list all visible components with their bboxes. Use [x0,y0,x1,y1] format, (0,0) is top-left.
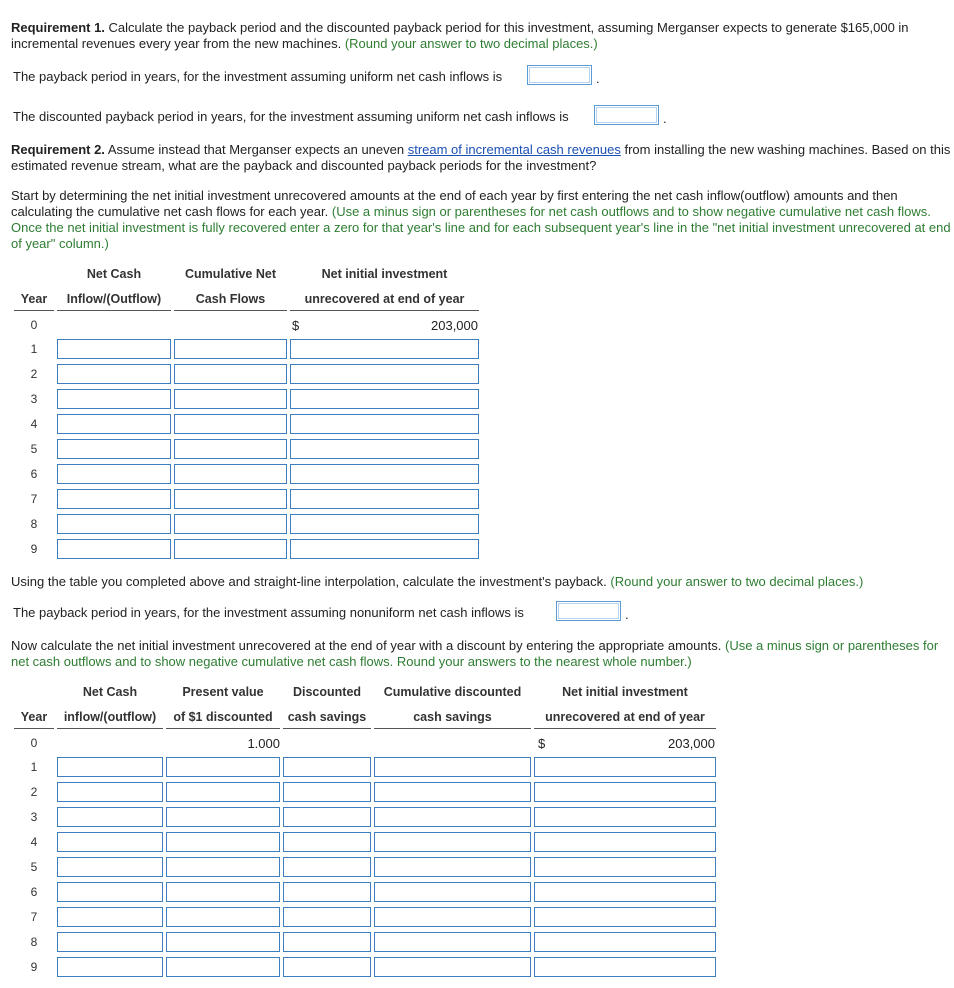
t2-unrecovered-input-year-2[interactable] [534,782,716,802]
t2-year-6: 6 [30,885,38,899]
t2-net-cash-input-year-4[interactable] [57,832,163,852]
t1-unrecovered-input-year-9[interactable] [290,539,479,559]
t1-year-0: 0 [30,318,38,332]
t1-year-2: 2 [30,367,38,381]
interpolation-text: Using the table you completed above and straight-line interpolation, calculate the investment's payback. (Round your answer to two decimal places.) [11,574,864,589]
t1-cumulative-input-year-8[interactable] [174,514,287,534]
t1-unrecovered-input-year-8[interactable] [290,514,479,534]
t2-cumulative-input-year-5[interactable] [374,857,531,877]
t2-net-cash-input-year-2[interactable] [57,782,163,802]
t2-year-3: 3 [30,810,38,824]
t1-cumulative-input-year-3[interactable] [174,389,287,409]
t2-year-9: 9 [30,960,38,974]
t1-header-inflow-outflow: Inflow/(Outflow) [66,292,162,306]
payback-nonuniform-input[interactable] [556,601,621,621]
t2-unrecovered-input-year-4[interactable] [534,832,716,852]
t2-present-value-input-year-2[interactable] [166,782,280,802]
t1-year-1: 1 [30,342,38,356]
t2-header-end-of-year: unrecovered at end of year [545,710,705,724]
t2-unrecovered-input-year-8[interactable] [534,932,716,952]
t1-cumulative-input-year-6[interactable] [174,464,287,484]
t1-net-cash-input-year-1[interactable] [57,339,171,359]
t2-present-value-input-year-7[interactable] [166,907,280,927]
t2-cumulative-input-year-6[interactable] [374,882,531,902]
t1-header-rule [14,310,54,311]
t1-year-7: 7 [30,492,38,506]
t1-unrecovered-input-year-3[interactable] [290,389,479,409]
t1-year-9: 9 [30,542,38,556]
period: . [625,607,629,622]
payback-uniform-question: The payback period in years, for the investment assuming uniform net cash inflows is [13,69,503,84]
t1-net-cash-input-year-4[interactable] [57,414,171,434]
t1-unrecovered-input-year-2[interactable] [290,364,479,384]
t2-year-8: 8 [30,935,38,949]
t2-unrecovered-input-year-1[interactable] [534,757,716,777]
t2-year-0: 0 [30,736,38,750]
t2-unrecovered-input-year-6[interactable] [534,882,716,902]
t2-net-cash-input-year-6[interactable] [57,882,163,902]
t2-cumulative-input-year-3[interactable] [374,807,531,827]
t2-row0-pv: 1.000 [247,736,280,751]
t2-unrecovered-input-year-5[interactable] [534,857,716,877]
t2-cumulative-input-year-4[interactable] [374,832,531,852]
t1-cumulative-input-year-7[interactable] [174,489,287,509]
t1-net-cash-input-year-7[interactable] [57,489,171,509]
t2-net-cash-input-year-9[interactable] [57,957,163,977]
t2-unrecovered-input-year-3[interactable] [534,807,716,827]
t1-header-end-of-year: unrecovered at end of year [304,292,465,306]
t2-header-inflow-outflow: inflow/(outflow) [63,710,157,724]
t1-year-4: 4 [30,417,38,431]
t1-unrecovered-input-year-6[interactable] [290,464,479,484]
t2-header-discounted: Discounted [292,685,362,699]
t2-discounted-savings-input-year-7[interactable] [283,907,371,927]
t2-year-1: 1 [30,760,38,774]
period: . [596,71,600,86]
t2-header-of-1-discounted: of $1 discounted [173,710,273,724]
t1-year-5: 5 [30,442,38,456]
t2-discounted-savings-input-year-1[interactable] [283,757,371,777]
t1-cumulative-input-year-5[interactable] [174,439,287,459]
t1-net-cash-input-year-6[interactable] [57,464,171,484]
t2-discounted-savings-input-year-2[interactable] [283,782,371,802]
t1-unrecovered-input-year-4[interactable] [290,414,479,434]
t2-net-cash-input-year-8[interactable] [57,932,163,952]
t1-header-cash-flows: Cash Flows [195,292,266,306]
requirement-2-instructions: Start by determining the net initial investment unrecovered amounts at the end of each year by first entering the net cash inflow(outflow) amounts and then calculating the cumulative net cash flows for each year. (Use a minus sign or parentheses for net cash outflows and to show negative cumulative net cash flows. Once the net initial investment is fully recovered enter a zero for that year's line and for each subsequent year's line in the "net initial investment unrecovered at end of year" column.) [11,188,951,251]
t1-year-3: 3 [30,392,38,406]
payback-nonuniform-question: The payback period in years, for the investment assuming nonuniform net cash inflows is [13,605,524,620]
t2-header-rule [283,728,371,729]
period: . [663,111,667,126]
t2-cumulative-input-year-2[interactable] [374,782,531,802]
t2-row0-currency: $ [538,736,546,751]
t1-unrecovered-input-year-5[interactable] [290,439,479,459]
t2-header-rule [57,728,163,729]
t1-net-cash-input-year-8[interactable] [57,514,171,534]
t2-year-7: 7 [30,910,38,924]
t2-header-rule [374,728,531,729]
t1-net-cash-input-year-9[interactable] [57,539,171,559]
t2-present-value-input-year-4[interactable] [166,832,280,852]
t2-header-rule [534,728,716,729]
t2-header-present-value: Present value [182,685,264,699]
t1-row0-unrecovered: 203,000 [431,318,478,333]
t1-year-8: 8 [30,517,38,531]
t1-net-cash-input-year-2[interactable] [57,364,171,384]
requirement-2-text: Requirement 2. Assume instead that Merganser expects an uneven stream of incremental cash revenues from installing the new washing machines. Based on this estimated revenue stream, what are the payback and discounted payback periods for the investment? [11,142,951,173]
t2-discounted-savings-input-year-3[interactable] [283,807,371,827]
t1-header-net-cash: Net Cash [86,267,142,281]
t2-discounted-savings-input-year-6[interactable] [283,882,371,902]
t1-cumulative-input-year-9[interactable] [174,539,287,559]
t2-year-2: 2 [30,785,38,799]
discounted-instructions: Now calculate the net initial investment unrecovered at the end of year with a discount by entering the appropriate amounts. (Use a minus sign or parentheses for net cash outflows and to show negative cumulative net cash flows. Round your answers to the nearest whole number.) [11,638,939,669]
t2-year-5: 5 [30,860,38,874]
discounted-payback-uniform-input[interactable] [594,105,659,125]
t2-present-value-input-year-1[interactable] [166,757,280,777]
incremental-cash-revenues-link[interactable]: stream of incremental cash revenues [407,142,621,157]
t2-header-cash-savings: cash savings [287,710,367,724]
t2-present-value-input-year-9[interactable] [166,957,280,977]
t1-cumulative-input-year-4[interactable] [174,414,287,434]
t2-present-value-input-year-6[interactable] [166,882,280,902]
t2-header-net-cash: Net Cash [82,685,138,699]
t2-header-rule [166,728,280,729]
t2-present-value-input-year-8[interactable] [166,932,280,952]
t2-discounted-savings-input-year-9[interactable] [283,957,371,977]
t2-unrecovered-input-year-9[interactable] [534,957,716,977]
t1-year-6: 6 [30,467,38,481]
t2-header-cum-cash-savings: cash savings [413,710,492,724]
t2-net-cash-input-year-5[interactable] [57,857,163,877]
t2-header-rule [14,728,54,729]
t1-header-unrecovered: Net initial investment [321,267,448,281]
t2-cumulative-input-year-8[interactable] [374,932,531,952]
t2-year-4: 4 [30,835,38,849]
t2-net-cash-input-year-1[interactable] [57,757,163,777]
t2-unrecovered-input-year-7[interactable] [534,907,716,927]
t2-discounted-savings-input-year-5[interactable] [283,857,371,877]
t1-unrecovered-input-year-1[interactable] [290,339,479,359]
t1-cumulative-input-year-2[interactable] [174,364,287,384]
payback-uniform-input[interactable] [527,65,592,85]
t2-net-cash-input-year-3[interactable] [57,807,163,827]
t1-header-rule [290,310,479,311]
t1-header-year: Year [20,292,48,306]
t2-cumulative-input-year-7[interactable] [374,907,531,927]
t2-cumulative-input-year-1[interactable] [374,757,531,777]
t2-discounted-savings-input-year-8[interactable] [283,932,371,952]
t2-header-cumulative: Cumulative discounted [383,685,522,699]
t1-header-rule [57,310,171,311]
t1-cumulative-input-year-1[interactable] [174,339,287,359]
requirement-1-text: Requirement 1. Calculate the payback period and the discounted payback period for this investment, assuming Merganser expects to generate $165,000 in incremental revenues every year from the new machines. (Round your answer to two decimal places.) [11,20,909,51]
t1-unrecovered-input-year-7[interactable] [290,489,479,509]
t2-present-value-input-year-5[interactable] [166,857,280,877]
t2-present-value-input-year-3[interactable] [166,807,280,827]
t2-row0-unrecovered: 203,000 [668,736,715,751]
discounted-payback-uniform-question: The discounted payback period in years, for the investment assuming uniform net cash inflows is [13,109,569,124]
t1-header-cumulative: Cumulative Net [185,267,276,281]
t1-net-cash-input-year-5[interactable] [57,439,171,459]
t1-net-cash-input-year-3[interactable] [57,389,171,409]
t2-header-unrecovered: Net initial investment [562,685,688,699]
t2-header-year: Year [20,710,48,724]
t2-discounted-savings-input-year-4[interactable] [283,832,371,852]
t2-cumulative-input-year-9[interactable] [374,957,531,977]
t2-net-cash-input-year-7[interactable] [57,907,163,927]
t1-row0-currency: $ [292,318,300,333]
t1-header-rule [174,310,287,311]
